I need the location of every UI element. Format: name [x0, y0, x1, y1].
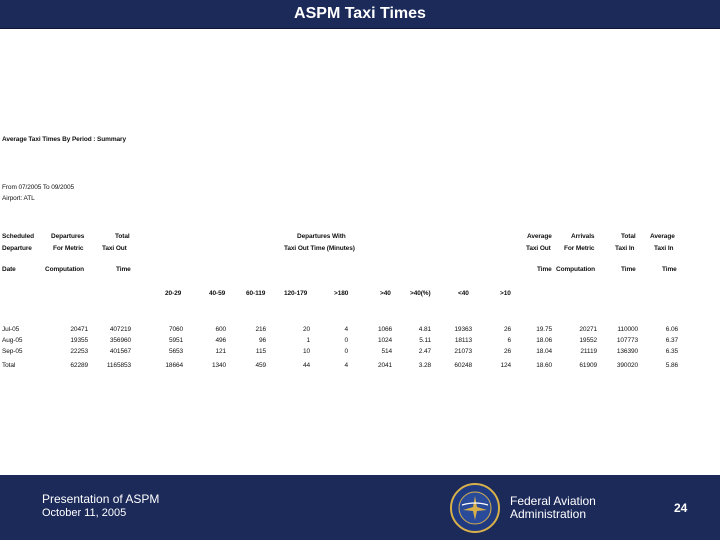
- col-header-taxi-out: Taxi Out: [102, 245, 127, 252]
- table-cell: 20271: [579, 326, 597, 333]
- table-cell: 5951: [168, 337, 183, 344]
- table-cell: 110000: [617, 326, 638, 333]
- agency-line-1: Federal Aviation: [510, 494, 596, 508]
- table-cell: 121: [215, 348, 226, 355]
- col-header-taxi-in: Taxi In: [615, 245, 635, 252]
- table-cell: 4.81: [418, 326, 431, 333]
- table-cell: 20471: [70, 326, 88, 333]
- table-cell: 26: [503, 326, 511, 333]
- table-cell: 6.35: [665, 348, 678, 355]
- col-header-departures: Departures: [51, 233, 85, 240]
- table-cell: 136390: [616, 348, 638, 355]
- row-label: Total: [2, 362, 16, 369]
- col-header-departures-with: Departures With: [297, 233, 346, 240]
- col-header-for-metric: For Metric: [53, 245, 84, 252]
- col-header-total-in: Total: [621, 233, 636, 240]
- page-number: 24: [674, 501, 688, 515]
- table-cell: 1066: [377, 326, 392, 333]
- table-cell: 22253: [70, 348, 88, 355]
- agency-name: [510, 495, 596, 521]
- row-label: Sep-05: [2, 348, 23, 355]
- col-header-avg-out-time: Time: [537, 266, 552, 273]
- table-cell: 19355: [70, 337, 88, 344]
- col-header-scheduled: Scheduled: [2, 233, 34, 240]
- col-header-average-in: Average: [650, 233, 675, 240]
- table-cell: 124: [500, 362, 511, 369]
- date-range: From 07/2005 To 09/2005: [2, 184, 75, 191]
- table-cell: 18.60: [536, 362, 552, 369]
- presentation-date: October 11, 2005: [42, 507, 127, 519]
- table-cell: 5653: [168, 348, 183, 355]
- bin-header: 60-119: [246, 290, 266, 297]
- slide-title: ASPM Taxi Times: [294, 5, 426, 22]
- col-header-taxi-out-2: Taxi Out: [526, 245, 551, 252]
- table-cell: 390020: [616, 362, 638, 369]
- table-cell: 1: [306, 337, 310, 344]
- table-cell: 19363: [454, 326, 472, 333]
- col-header-avg-in-time: Time: [662, 266, 677, 273]
- table-cell: 356960: [109, 337, 131, 344]
- table-cell: 600: [215, 326, 226, 333]
- table-cell: 2.47: [418, 348, 431, 355]
- bin-header: >10: [500, 290, 511, 297]
- table-cell: 6.06: [665, 326, 678, 333]
- table-cell: 19.75: [536, 326, 552, 333]
- table-cell: 401567: [109, 348, 131, 355]
- title-bar: [0, 0, 720, 29]
- table-cell: 18664: [165, 362, 183, 369]
- faa-seal-icon: [450, 483, 500, 533]
- table-cell: 62289: [70, 362, 88, 369]
- airport-line: Airport: ATL: [2, 195, 35, 202]
- table-cell: 10: [302, 348, 310, 355]
- table-cell: 0: [344, 337, 348, 344]
- table-cell: 26: [503, 348, 511, 355]
- table-cell: 18113: [454, 337, 472, 344]
- bin-header: <40: [458, 290, 469, 297]
- bin-header: 120-179: [284, 290, 308, 297]
- col-header-taxi-out-minutes: Taxi Out Time (Minutes): [284, 245, 355, 252]
- table-cell: 44: [302, 362, 310, 369]
- col-header-arr-for-metric: For Metric: [564, 245, 595, 252]
- bin-header: >180: [334, 290, 349, 297]
- table-cell: 514: [381, 348, 392, 355]
- table-cell: 6.37: [665, 337, 678, 344]
- taxi-times-report: [0, 29, 720, 475]
- col-header-total-in-time: Time: [621, 266, 636, 273]
- row-label: Aug-05: [2, 337, 23, 344]
- table-cell: 5.11: [419, 337, 431, 344]
- table-cell: 96: [258, 337, 266, 344]
- report-heading: Average Taxi Times By Period : Summary: [2, 136, 126, 143]
- col-header-average-out: Average: [527, 233, 552, 240]
- table-cell: 2041: [377, 362, 392, 369]
- table-cell: 20: [302, 326, 310, 333]
- table-cell: 496: [215, 337, 226, 344]
- col-header-computation: Computation: [45, 266, 84, 273]
- table-cell: 18.06: [536, 337, 552, 344]
- table-cell: 61909: [579, 362, 597, 369]
- table-cell: 5.86: [665, 362, 678, 369]
- table-cell: 21073: [454, 348, 472, 355]
- col-header-time: Time: [116, 266, 131, 273]
- table-cell: 6: [507, 337, 511, 344]
- bin-header: >40(%): [410, 290, 431, 297]
- table-cell: 107773: [616, 337, 638, 344]
- table-cell: 459: [255, 362, 266, 369]
- table-cell: 4: [344, 326, 348, 333]
- table-cell: 19552: [579, 337, 597, 344]
- table-cell: 0: [344, 348, 348, 355]
- table-cell: 1340: [211, 362, 226, 369]
- bin-header: >40: [380, 290, 391, 297]
- col-header-arr-computation: Computation: [556, 266, 595, 273]
- row-label: Jul-05: [2, 326, 20, 333]
- table-cell: 115: [255, 348, 266, 355]
- col-header-departure: Departure: [2, 245, 32, 252]
- col-header-date: Date: [2, 266, 16, 273]
- col-header-total: Total: [115, 233, 130, 240]
- col-header-taxi-in-2: Taxi In: [654, 245, 674, 252]
- table-cell: 216: [255, 326, 266, 333]
- table-cell: 7060: [168, 326, 183, 333]
- table-cell: 60248: [454, 362, 472, 369]
- footer-bar: [0, 475, 720, 540]
- bin-header: 20-29: [165, 290, 182, 297]
- bin-header: 40-59: [209, 290, 226, 297]
- table-cell: 1024: [377, 337, 392, 344]
- table-cell: 3.28: [418, 362, 431, 369]
- col-header-arrivals: Arrivals: [571, 233, 595, 240]
- agency-line-2: Administration: [510, 507, 587, 521]
- table-cell: 1165853: [106, 362, 131, 369]
- presentation-title: Presentation of ASPM: [42, 492, 160, 506]
- table-cell: 4: [344, 362, 348, 369]
- table-cell: 407219: [109, 326, 131, 333]
- table-cell: 18.04: [536, 348, 552, 355]
- table-cell: 21119: [580, 348, 597, 355]
